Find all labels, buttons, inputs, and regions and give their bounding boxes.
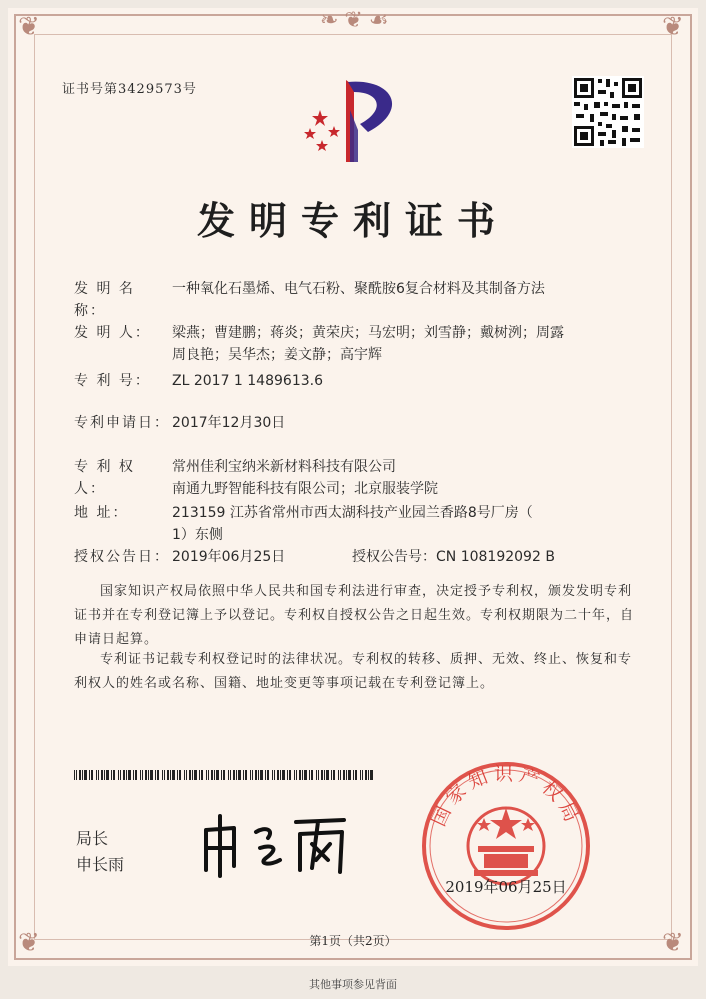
invention-name-label: 发 明 名 称： xyxy=(74,281,135,319)
filing-date-label: 专利申请日： xyxy=(74,415,170,431)
patent-number-value: ZL 2017 1 1489613.6 xyxy=(172,373,323,389)
paragraph-1: 国家知识产权局依照中华人民共和国专利法进行审查，决定授予专利权，颁发发明专利证书并在专利登记簿上予以登记。专利权自授权公告之日起生效。专利权期限为二十年，自申请日起算。 xyxy=(74,584,635,647)
inventors-line-2: 周良艳；吴华杰；姜文静；高宇辉 xyxy=(172,347,382,363)
address-line-1: 213159 江苏省常州市西太湖科技产业园兰香路8号厂房（ xyxy=(172,505,533,521)
top-ornament: ❧❦☙ xyxy=(320,8,395,33)
corner-ornament-bottom-left: ❦ xyxy=(18,928,40,958)
filing-date-value: 2017年12月30日 xyxy=(172,415,286,431)
address-line-2: 1）东侧 xyxy=(172,527,223,543)
director-title: 局长 xyxy=(76,829,109,848)
cnipa-logo-icon xyxy=(298,70,414,170)
page-number: 第1页（共2页） xyxy=(309,934,397,948)
corner-ornament-bottom-right: ❦ xyxy=(662,928,684,958)
document-title: 发明专利证书 xyxy=(196,199,509,243)
patentee-line-1: 常州佳利宝纳米新材料科技有限公司 xyxy=(172,459,396,475)
invention-name-value: 一种氧化石墨烯、电气石粉、聚酰胺6复合材料及其制备方法 xyxy=(172,281,545,297)
seal-date: 2019年06月25日 xyxy=(445,878,567,896)
grant-number-value: CN 108192092 B xyxy=(436,549,555,565)
inventors-label: 发 明 人： xyxy=(74,325,151,341)
grant-number-label: 授权公告号： xyxy=(352,549,436,565)
director-signature-icon xyxy=(196,808,356,878)
row-grant-number xyxy=(352,546,555,566)
qr-code-icon xyxy=(572,76,644,148)
certificate-number: 证书号第3429573号 xyxy=(62,82,197,97)
paragraph-2: 专利证书记载专利权登记时的法律状况。专利权的转移、质押、无效、终止、恢复和专利权人的姓名或名称、国籍、地址变更等事项记载在专利登记簿上。 xyxy=(74,652,633,691)
director-name: 申长雨 xyxy=(76,855,125,874)
barcode-icon xyxy=(74,770,374,780)
patentee-line-2: 南通九野智能科技有限公司；北京服装学院 xyxy=(172,481,438,497)
address-label: 地 址： xyxy=(74,505,129,521)
corner-ornament-top-left: ❦ xyxy=(18,12,40,42)
official-seal-icon xyxy=(420,760,592,932)
corner-ornament-top-right: ❦ xyxy=(662,12,684,42)
patentee-label: 专 利 权 人： xyxy=(74,459,135,497)
seal-org-name: 国家知识产权局 xyxy=(427,763,585,830)
grant-date-label: 授权公告日： xyxy=(74,549,170,565)
inventors-line-1: 梁燕；曹建鹏；蒋炎；黄荣庆；马宏明；刘雪静；戴树洌；周露 xyxy=(172,325,564,341)
grant-date-value: 2019年06月25日 xyxy=(172,549,286,565)
back-note: 其他事项参见背面 xyxy=(309,978,397,991)
patent-number-label: 专 利 号： xyxy=(74,373,151,389)
